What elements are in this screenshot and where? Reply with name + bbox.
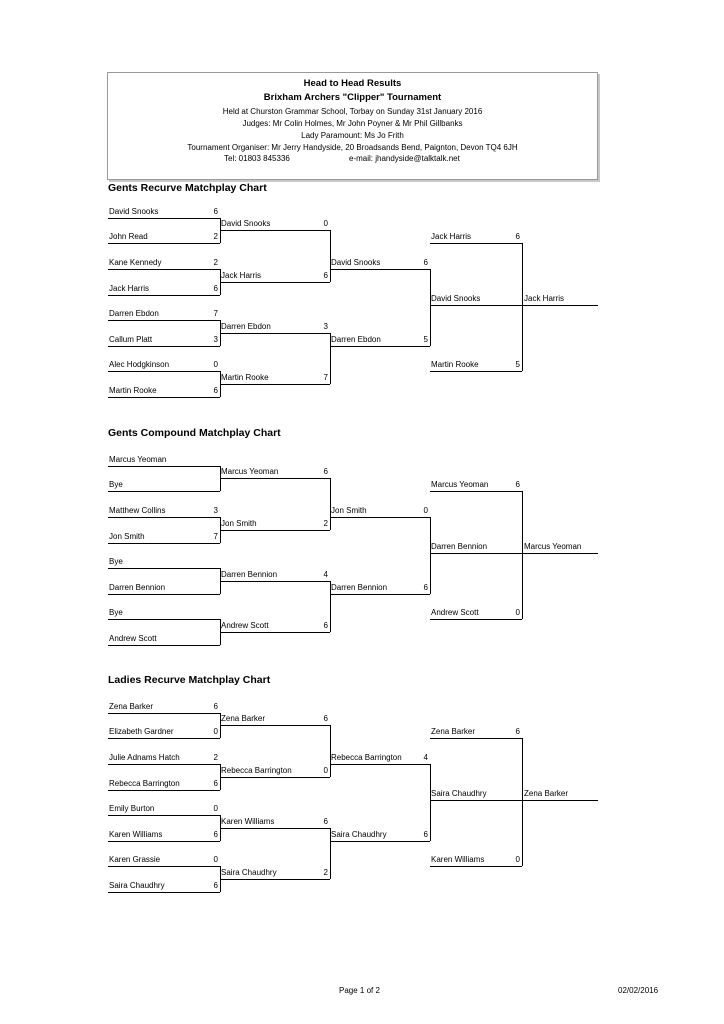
entrant-score: 6 xyxy=(323,621,328,630)
entrant-name: Darren Bennion xyxy=(431,542,488,551)
entrant-name: Zena Barker xyxy=(109,702,154,711)
entrant-score: 6 xyxy=(213,779,218,788)
entrant-score: 0 xyxy=(423,506,428,515)
r4-slot-line xyxy=(430,305,522,306)
header-box xyxy=(107,72,598,180)
r1-slot-line xyxy=(108,243,220,244)
entrant-name: David Snooks xyxy=(109,207,159,216)
entrant-score: 6 xyxy=(515,232,520,241)
entrant-score: 0 xyxy=(515,608,520,617)
r1-slot-line xyxy=(108,815,220,816)
r1-slot-line xyxy=(108,764,220,765)
email: e-mail: jhandyside@talktalk.net xyxy=(349,154,460,163)
entrant-score: 0 xyxy=(213,360,218,369)
entrant-name: Marcus Yeoman xyxy=(221,467,279,476)
r2-slot-line xyxy=(220,632,330,633)
entrant-score: 6 xyxy=(213,386,218,395)
r3-connector xyxy=(430,764,431,841)
winner-slot-line xyxy=(522,553,598,554)
entrant-name: David Snooks xyxy=(431,294,481,303)
entrant-score: 7 xyxy=(213,309,218,318)
page-number: Page 1 of 2 xyxy=(339,986,380,995)
entrant-name: Karen Grassie xyxy=(109,855,161,864)
entrant-score: 0 xyxy=(213,804,218,813)
gents-recurve-bracket xyxy=(0,206,724,421)
entrant-name: Alec Hodgkinson xyxy=(109,360,170,369)
r2-slot-line xyxy=(220,384,330,385)
entrant-name: Martin Rooke xyxy=(221,373,269,382)
entrant-score: 6 xyxy=(323,714,328,723)
entrant-name: Andrew Scott xyxy=(221,621,269,630)
entrant-name: Bye xyxy=(109,480,123,489)
entrant-score: 2 xyxy=(213,753,218,762)
r1-slot-line xyxy=(108,517,220,518)
entrant-score: 6 xyxy=(213,702,218,711)
entrant-score: 6 xyxy=(423,258,428,267)
entrant-name: Rebecca Barrington xyxy=(221,766,292,775)
r4-slot-line xyxy=(430,866,522,867)
entrant-name: Karen Williams xyxy=(431,855,485,864)
entrant-name: Matthew Collins xyxy=(109,506,166,515)
entrant-score: 7 xyxy=(323,373,328,382)
entrant-name: Rebecca Barrington xyxy=(331,753,402,762)
entrant-score: 6 xyxy=(213,881,218,890)
entrant-score: 0 xyxy=(323,219,328,228)
tournament-name: Brixham Archers "Clipper" Tournament xyxy=(263,92,442,103)
r2-connector xyxy=(330,230,331,282)
gents-recurve-title: Gents Recurve Matchplay Chart xyxy=(108,182,267,194)
entrant-name: John Read xyxy=(109,232,148,241)
entrant-name: Andrew Scott xyxy=(431,608,479,617)
r1-slot-line xyxy=(108,295,220,296)
entrant-name: Bye xyxy=(109,557,123,566)
entrant-name: Julie Adnams Hatch xyxy=(109,753,180,762)
entrant-score: 2 xyxy=(213,258,218,267)
entrant-score: 2 xyxy=(323,519,328,528)
r2-slot-line xyxy=(220,725,330,726)
r3-slot-line xyxy=(330,594,430,595)
entrant-name: Kane Kennedy xyxy=(109,258,162,267)
r4-slot-line xyxy=(430,800,522,801)
r3-slot-line xyxy=(330,841,430,842)
entrant-score: 6 xyxy=(323,817,328,826)
winner-name: Marcus Yeoman xyxy=(524,542,582,551)
entrant-score: 2 xyxy=(323,868,328,877)
r2-slot-line xyxy=(220,230,330,231)
entrant-score: 0 xyxy=(515,855,520,864)
r2-slot-line xyxy=(220,828,330,829)
entrant-name: Bye xyxy=(109,608,123,617)
r1-slot-line xyxy=(108,738,220,739)
ladies-recurve-bracket xyxy=(0,701,724,916)
r1-slot-line xyxy=(108,568,220,569)
entrant-name: Darren Ebdon xyxy=(221,322,271,331)
r2-connector xyxy=(330,725,331,777)
r4-slot-line xyxy=(430,371,522,372)
entrant-name: Saira Chaudhry xyxy=(331,830,387,839)
entrant-score: 6 xyxy=(323,271,328,280)
entrant-score: 0 xyxy=(323,766,328,775)
entrant-name: Karen Williams xyxy=(221,817,275,826)
entrant-name: David Snooks xyxy=(331,258,381,267)
entrant-name: Jack Harris xyxy=(109,284,150,293)
r4-slot-line xyxy=(430,243,522,244)
document-title: Head to Head Results xyxy=(303,78,402,89)
entrant-score: 6 xyxy=(515,480,520,489)
entrant-name: Saira Chaudhry xyxy=(431,789,487,798)
r2-slot-line xyxy=(220,478,330,479)
entrant-name: Jon Smith xyxy=(109,532,145,541)
entrant-score: 6 xyxy=(423,583,428,592)
entrant-name: Jack Harris xyxy=(221,271,262,280)
r1-slot-line xyxy=(108,491,220,492)
entrant-score: 3 xyxy=(323,322,328,331)
entrant-score: 4 xyxy=(423,753,428,762)
entrant-name: Darren Bennion xyxy=(331,583,388,592)
telephone: Tel: 01803 845336 xyxy=(224,154,290,163)
r2-slot-line xyxy=(220,581,330,582)
entrant-name: Emily Burton xyxy=(109,804,155,813)
winner-name: Zena Barker xyxy=(524,789,569,798)
r4-connector xyxy=(522,491,523,619)
r1-slot-line xyxy=(108,790,220,791)
entrant-name: Karen Williams xyxy=(109,830,163,839)
gents-compound-title: Gents Compound Matchplay Chart xyxy=(108,427,281,439)
r1-slot-line xyxy=(108,218,220,219)
r1-slot-line xyxy=(108,866,220,867)
winner-name: Jack Harris xyxy=(524,294,565,303)
r2-slot-line xyxy=(220,530,330,531)
entrant-score: 3 xyxy=(213,335,218,344)
entrant-name: Jon Smith xyxy=(331,506,367,515)
r3-connector xyxy=(430,517,431,594)
entrant-score: 6 xyxy=(213,207,218,216)
r2-slot-line xyxy=(220,282,330,283)
r3-connector xyxy=(430,269,431,346)
r1-slot-line xyxy=(108,320,220,321)
r3-slot-line xyxy=(330,346,430,347)
entrant-name: Zena Barker xyxy=(221,714,266,723)
print-date: 02/02/2016 xyxy=(618,986,659,995)
winner-slot-line xyxy=(522,305,598,306)
entrant-score: 0 xyxy=(213,855,218,864)
organiser-line: Tournament Organiser: Mr Jerry Handyside, 20 Broadsands Bend, Paignton, Devon TQ4 6JH xyxy=(187,143,518,152)
entrant-name: Marcus Yeoman xyxy=(431,480,489,489)
r2-slot-line xyxy=(220,777,330,778)
r1-slot-line xyxy=(108,371,220,372)
judges-line: Judges: Mr Colin Holmes, Mr John Poyner & Mr Phil Gillbanks xyxy=(242,119,463,128)
entrant-score: 6 xyxy=(323,467,328,476)
entrant-score: 5 xyxy=(515,360,520,369)
entrant-name: Jack Harris xyxy=(431,232,472,241)
entrant-name: Martin Rooke xyxy=(109,386,157,395)
r1-slot-line xyxy=(108,841,220,842)
entrant-name: Callum Platt xyxy=(109,335,153,344)
r1-slot-line xyxy=(108,892,220,893)
r3-slot-line xyxy=(330,517,430,518)
entrant-score: 0 xyxy=(213,727,218,736)
r1-slot-line xyxy=(108,543,220,544)
entrant-score: 6 xyxy=(213,830,218,839)
r2-slot-line xyxy=(220,879,330,880)
entrant-name: Darren Bennion xyxy=(221,570,278,579)
entrant-name: Darren Ebdon xyxy=(331,335,381,344)
r1-slot-line xyxy=(108,645,220,646)
entrant-name: Saira Chaudhry xyxy=(109,881,165,890)
entrant-score: 4 xyxy=(323,570,328,579)
entrant-name: Elizabeth Gardner xyxy=(109,727,174,736)
entrant-score: 3 xyxy=(213,506,218,515)
entrant-score: 6 xyxy=(515,727,520,736)
entrant-score: 6 xyxy=(423,830,428,839)
entrant-score: 2 xyxy=(213,232,218,241)
r1-slot-line xyxy=(108,466,220,467)
lady-paramount-line: Lady Paramount: Ms Jo Frith xyxy=(301,131,404,140)
r3-slot-line xyxy=(330,269,430,270)
entrant-name: David Snooks xyxy=(221,219,271,228)
r4-connector xyxy=(522,738,523,866)
r1-slot-line xyxy=(108,269,220,270)
r4-slot-line xyxy=(430,619,522,620)
ladies-recurve-title: Ladies Recurve Matchplay Chart xyxy=(108,674,271,686)
r1-slot-line xyxy=(108,346,220,347)
r2-connector xyxy=(330,478,331,530)
entrant-name: Saira Chaudhry xyxy=(221,868,277,877)
entrant-name: Rebecca Barrington xyxy=(109,779,180,788)
winner-slot-line xyxy=(522,800,598,801)
entrant-name: Darren Bennion xyxy=(109,583,166,592)
entrant-name: Marcus Yeoman xyxy=(109,455,167,464)
r4-connector xyxy=(522,243,523,371)
entrant-score: 5 xyxy=(423,335,428,344)
entrant-score: 7 xyxy=(213,532,218,541)
entrant-name: Martin Rooke xyxy=(431,360,479,369)
entrant-score: 6 xyxy=(213,284,218,293)
gents-compound-bracket xyxy=(0,454,724,669)
venue-line: Held at Churston Grammar School, Torbay on Sunday 31st January 2016 xyxy=(222,107,483,116)
r1-slot-line xyxy=(108,713,220,714)
r4-slot-line xyxy=(430,738,522,739)
entrant-name: Zena Barker xyxy=(431,727,476,736)
r1-slot-line xyxy=(108,619,220,620)
r3-slot-line xyxy=(330,764,430,765)
r4-slot-line xyxy=(430,491,522,492)
r1-slot-line xyxy=(108,397,220,398)
entrant-name: Jon Smith xyxy=(221,519,257,528)
entrant-name: Darren Ebdon xyxy=(109,309,159,318)
r4-slot-line xyxy=(430,553,522,554)
entrant-name: Andrew Scott xyxy=(109,634,157,643)
r1-slot-line xyxy=(108,594,220,595)
r2-slot-line xyxy=(220,333,330,334)
